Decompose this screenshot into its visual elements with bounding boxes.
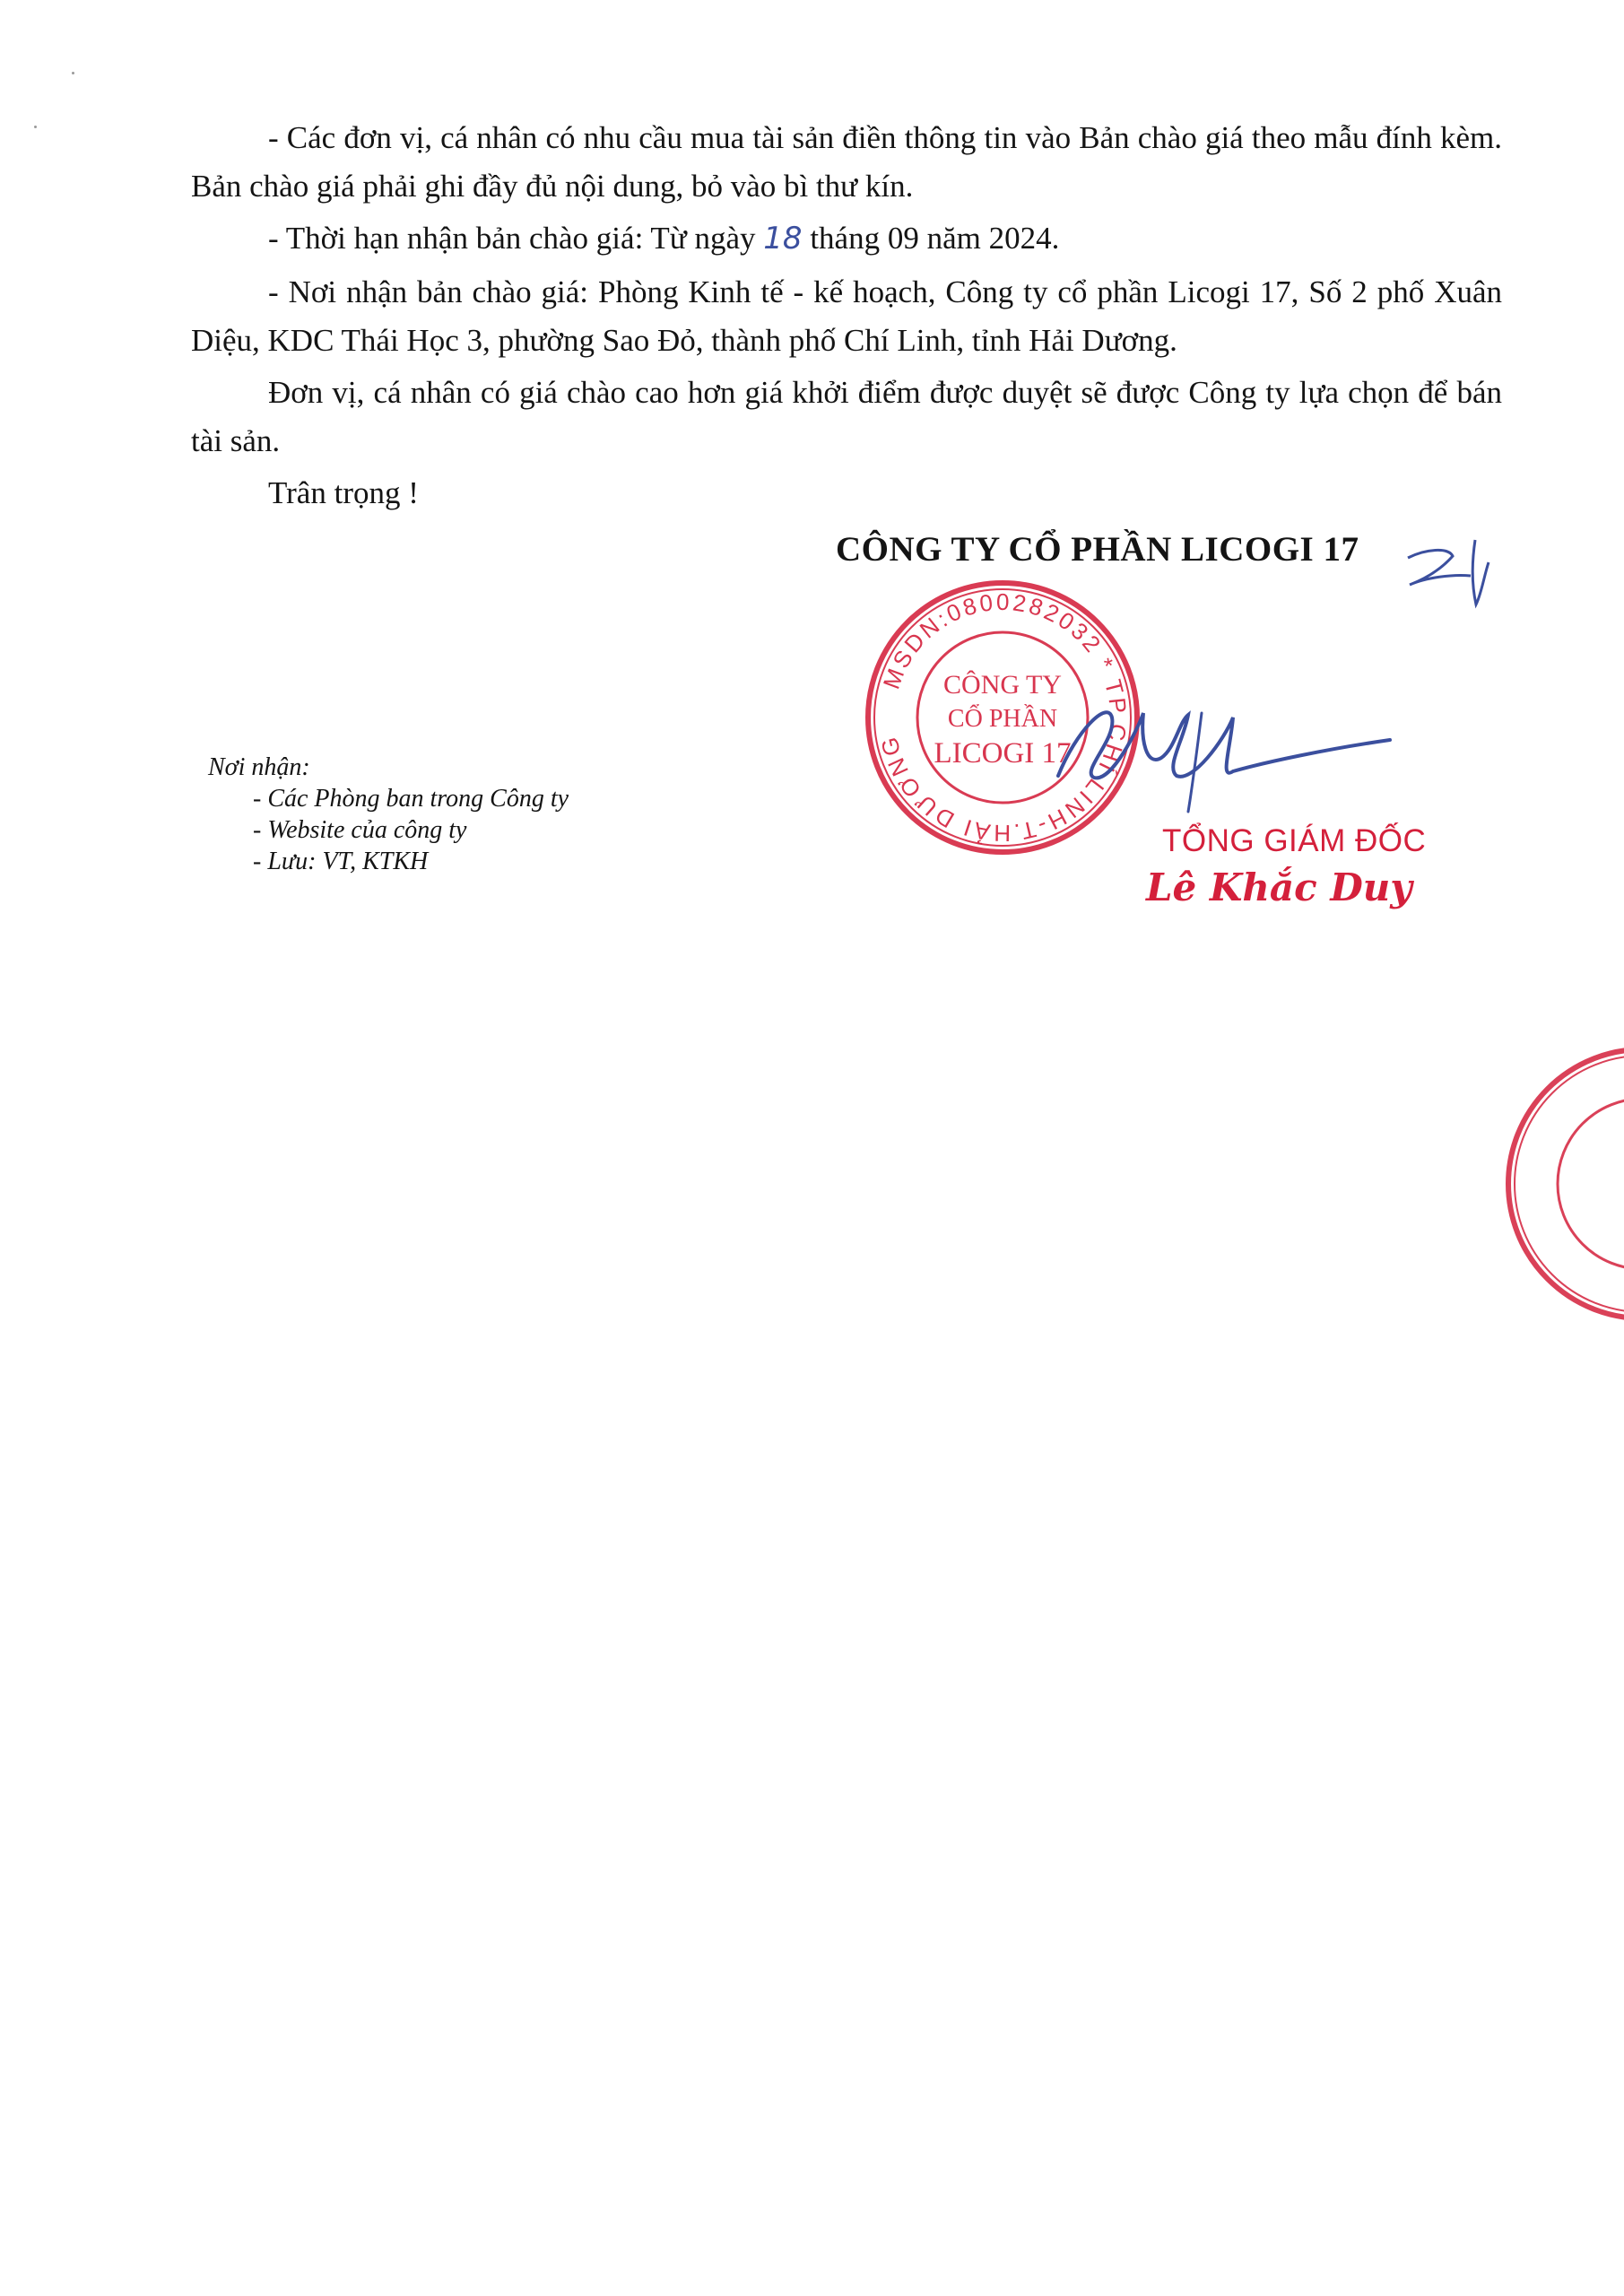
- recipient-item: - Lưu: VT, KTKH: [253, 848, 429, 875]
- paragraph-deadline: [191, 214, 1502, 263]
- seal-line-1: CÔNG TY: [943, 670, 1062, 700]
- seal-line-3: LICOGI 17: [934, 737, 1072, 770]
- paragraph-submission-instructions: - Các đơn vị, cá nhân có nhu cầu mua tài sản điền thông tin vào Bản chào giá theo mẫu đính kèm. Bản chào giá phải ghi đầy đủ nội dung, bỏ vào bì thư kín.: [191, 120, 1502, 204]
- company-name-heading: CÔNG TY CỔ PHẦN LICOGI 17: [836, 530, 1359, 569]
- partial-seal-edge: [1499, 1040, 1624, 1327]
- deadline-text-before: - Thời hạn nhận bản chào giá: Từ ngày: [268, 221, 764, 256]
- recipients-heading: Nơi nhận:: [208, 753, 310, 781]
- recipient-item: - Website của công ty: [253, 816, 467, 844]
- paragraph-receiving-place: - Nơi nhận bản chào giá: Phòng Kinh tế - kế hoạch, Công ty cổ phần Licogi 17, Số 2 phố Xuân Diệu, KDC Thái Học 3, phường Sao Đỏ, thành phố Chí Linh, tỉnh Hải Dương.: [191, 274, 1502, 358]
- scan-speck: [34, 126, 37, 128]
- signatory-name: Lê Khắc Duy: [1146, 865, 1412, 909]
- handwritten-initials: [1399, 522, 1507, 621]
- signatory-title: TỔNG GIÁM ĐỐC: [1162, 823, 1427, 858]
- handwritten-date: 18: [763, 221, 803, 257]
- signature-mark: [1040, 677, 1399, 821]
- recipients-block: [208, 752, 569, 877]
- seal-line-2: CỔ PHẦN: [947, 705, 1058, 733]
- recipient-item: - Các Phòng ban trong Công ty: [253, 785, 569, 813]
- seal-ring-text: MSDN:0800282032 * TP.CHÍ LINH-T.HẢI DƯƠNG: [874, 587, 1133, 848]
- paragraph-closing: Trân trọng !: [268, 475, 419, 510]
- deadline-text-after: tháng 09 năm 2024.: [802, 221, 1060, 256]
- paragraph-selection-rule: Đơn vị, cá nhân có giá chào cao hơn giá khởi điểm được duyệt sẽ được Công ty lựa chọn để bán tài sản.: [191, 375, 1502, 458]
- recipients-list: [208, 783, 569, 877]
- scan-speck: [72, 72, 74, 74]
